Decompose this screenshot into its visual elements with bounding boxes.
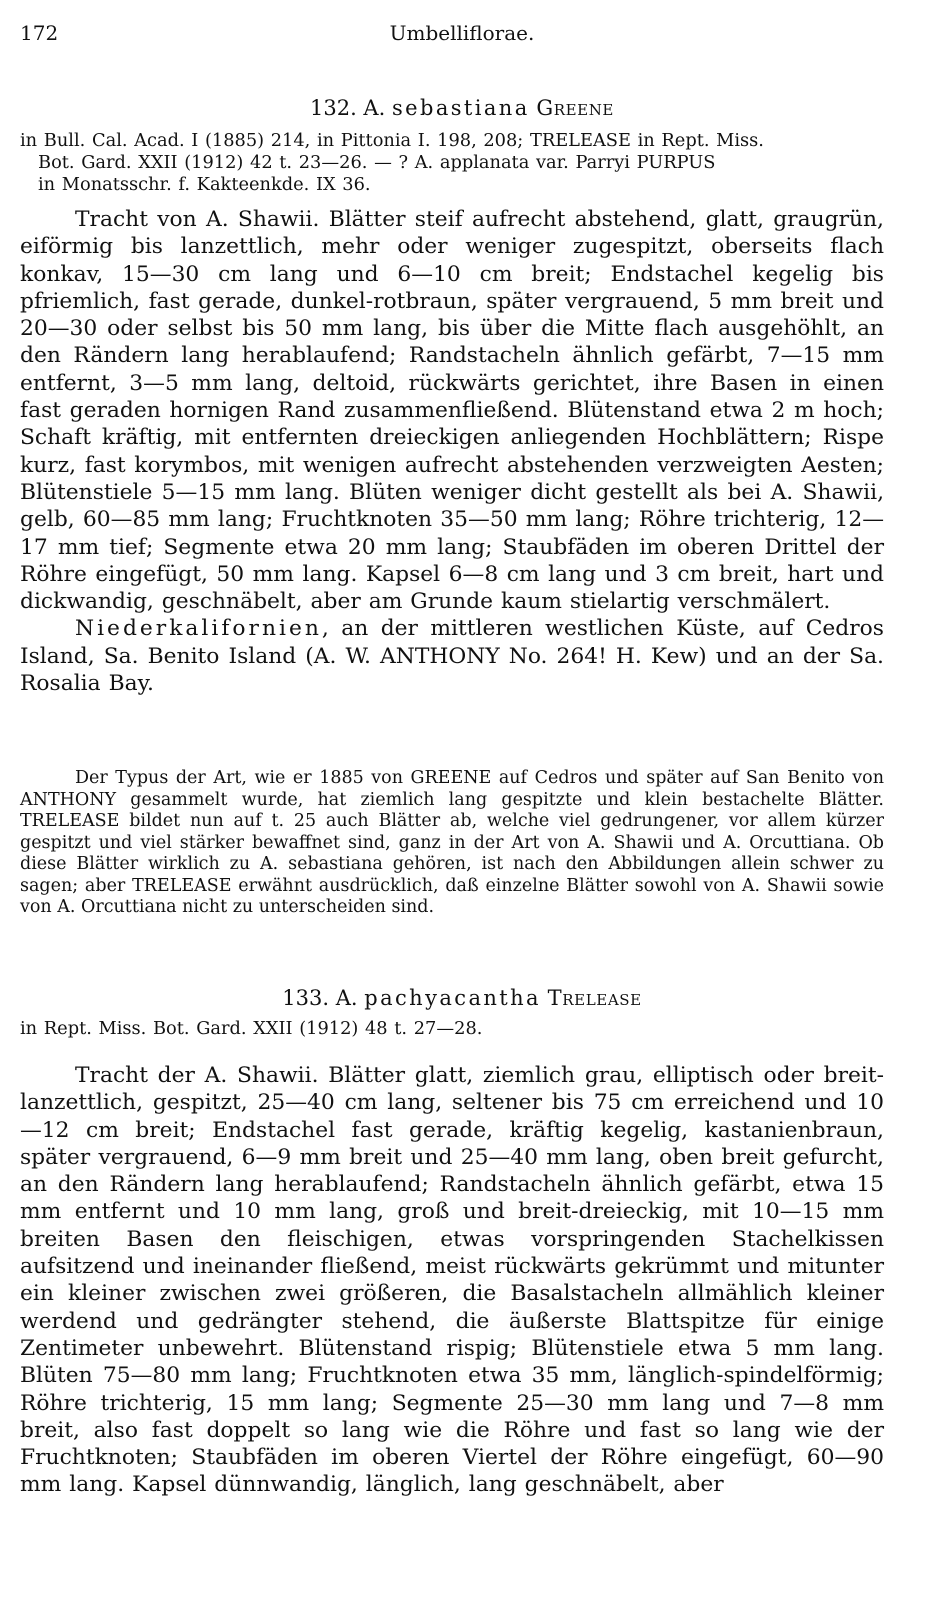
citation-line: in Bull. Cal. Acad. I (1885) 214, in Pittonia I. 198, 208; TRELEASE in Rept. Miss. [20,130,764,151]
page-header [20,18,904,48]
citation-133 [20,1018,880,1040]
distribution-region: Niederkalifornien [75,616,322,642]
running-title: Umbelliflorae. [389,21,535,45]
citation-132 [20,130,880,196]
description-paragraph: Tracht der A. Shawii. Blätter glatt, ziemlich grau, elliptisch oder breit-lanzettlich, gespitzt, 25—40 cm lang, seltener bis 75 cm erreichend und 10—12 cm breit; Endstachel fast gerade, kräftig kegelig, kastanienbraun, später vergrauend, 6—9 mm breit und 25—40 mm lang, oben breit gefurcht, an den Rändern lang herablaufend; Randstacheln ähnlich gefärbt, etwa 15 mm entfernt und 10 mm lang, groß und breit-dreieckig, mit 10—15 mm breiten Basen den fleischigen, etwas vorspringenden Stachelkissen aufsitzend und ineinander fließend, meist rückwärts gekrümmt und mitunter ein kleiner zwischen zwei größeren, die Basalstacheln allmählich kleiner werdend und gedrängter stehend, die äußerste Blattspitze für einige Zentimeter unbewehrt. Blütenstand rispig; Blütenstiele etwa 5 mm lang. Blüten 75—80 mm lang; Fruchtknoten etwa 35 mm, länglich-spindelförmig; Röhre trichterig, 15 mm lang; Segmente 25—30 mm lang und 7—8 mm breit, also fast doppelt so lang wie die Röhre und fast so lang wie der Fruchtknoten; Staubfäden im oberen Viertel der Röhre eingefügt, 60—90 mm lang. Kapsel dünnwandig, länglich, lang geschnäbelt, aber [20,1063,884,1498]
species-number: 132. A. [310,96,386,120]
species-heading-132 [20,94,904,122]
distribution-paragraph [20,615,884,697]
description-133 [20,1062,884,1499]
species-author: Greene [536,96,614,120]
citation-line: Bot. Gard. XXII (1912) 42 t. 23—26. — ? A. applanata var. Parryi PURPUS [38,152,716,173]
species-heading-133 [20,984,904,1012]
note-paragraph: Der Typus der Art, wie er 1885 von GREENE auf Cedros und später auf San Benito von ANTHONY gesammelt wurde, hat ziemlich lang gespitzte und klein bestachelte Blätter. TRELEASE bildet nun auf t. 25 auch Blätter ab, welche viel gedrungener, vor allem kürzer gespitzt und viel stärker bewaffnet sind, ganz in der Art von A. Shawii und A. Orcuttiana. Ob diese Blätter wirklich zu A. sebastiana gehören, ist nach den Abbildungen allein schwer zu sagen; aber TRELEASE erwähnt ausdrücklich, daß einzelne Blätter sowohl von A. Shawii sowie von A. Orcuttiana nicht zu unterscheiden sind. [20,768,884,917]
description-paragraph: Tracht von A. Shawii. Blätter steif aufrecht abstehend, glatt, graugrün, eiförmig bis lanzettlich, mehr oder weniger zugespitzt, oberseits flach konkav, 15—30 cm lang und 6—10 cm breit; Endstachel kegelig bis pfriemlich, fast gerade, dunkel-rotbraun, später vergrauend, 5 mm breit und 20—30 oder selbst bis 50 mm lang, bis über die Mitte flach ausgehöhlt, an den Rändern lang herablaufend; Randstacheln ähnlich gefärbt, 7—15 mm entfernt, 3—5 mm lang, deltoid, rückwärts gerichtet, ihre Basen in einen fast geraden hornigen Rand zusammenfließend. Blütenstand etwa 2 m hoch; Schaft kräftig, mit entfernten dreieckigen anliegenden Hochblättern; Rispe kurz, fast korymbos, mit wenigen aufrecht abstehenden verzweigten Aesten; Blütenstiele 5—15 mm lang. Blüten weniger dicht gestellt als bei A. Shawii, gelb, 60—85 mm lang; Fruchtknoten 35—50 mm lang; Röhre trichterig, 12—17 mm tief; Segmente etwa 20 mm lang; Staubfäden im oberen Drittel der Röhre eingefügt, 50 mm lang. Kapsel 6—8 cm lang und 3 cm breit, hart und dickwandig, geschnäbelt, aber am Grunde kaum stielartig verschmälert. [20,207,884,615]
page-number: 172 [20,21,59,45]
species-epithet: pachyacantha [364,986,541,1010]
species-epithet: sebastiana [391,96,530,120]
citation-line: in Rept. Miss. Bot. Gard. XXII (1912) 48 t. 27—28. [20,1018,483,1039]
note-132 [20,768,884,919]
species-author: Trelease [547,986,642,1010]
distribution-text: , an der mittleren westlichen Küste, auf Cedros Island, Sa. Benito Island (A. W. ANTHONY No. 264! H. Kew) und an der Sa. Rosalia Bay. [20,616,884,697]
species-number: 133. A. [282,986,358,1010]
citation-line: in Monatsschr. f. Kakteenkde. IX 36. [38,174,371,195]
description-132 [20,206,884,697]
